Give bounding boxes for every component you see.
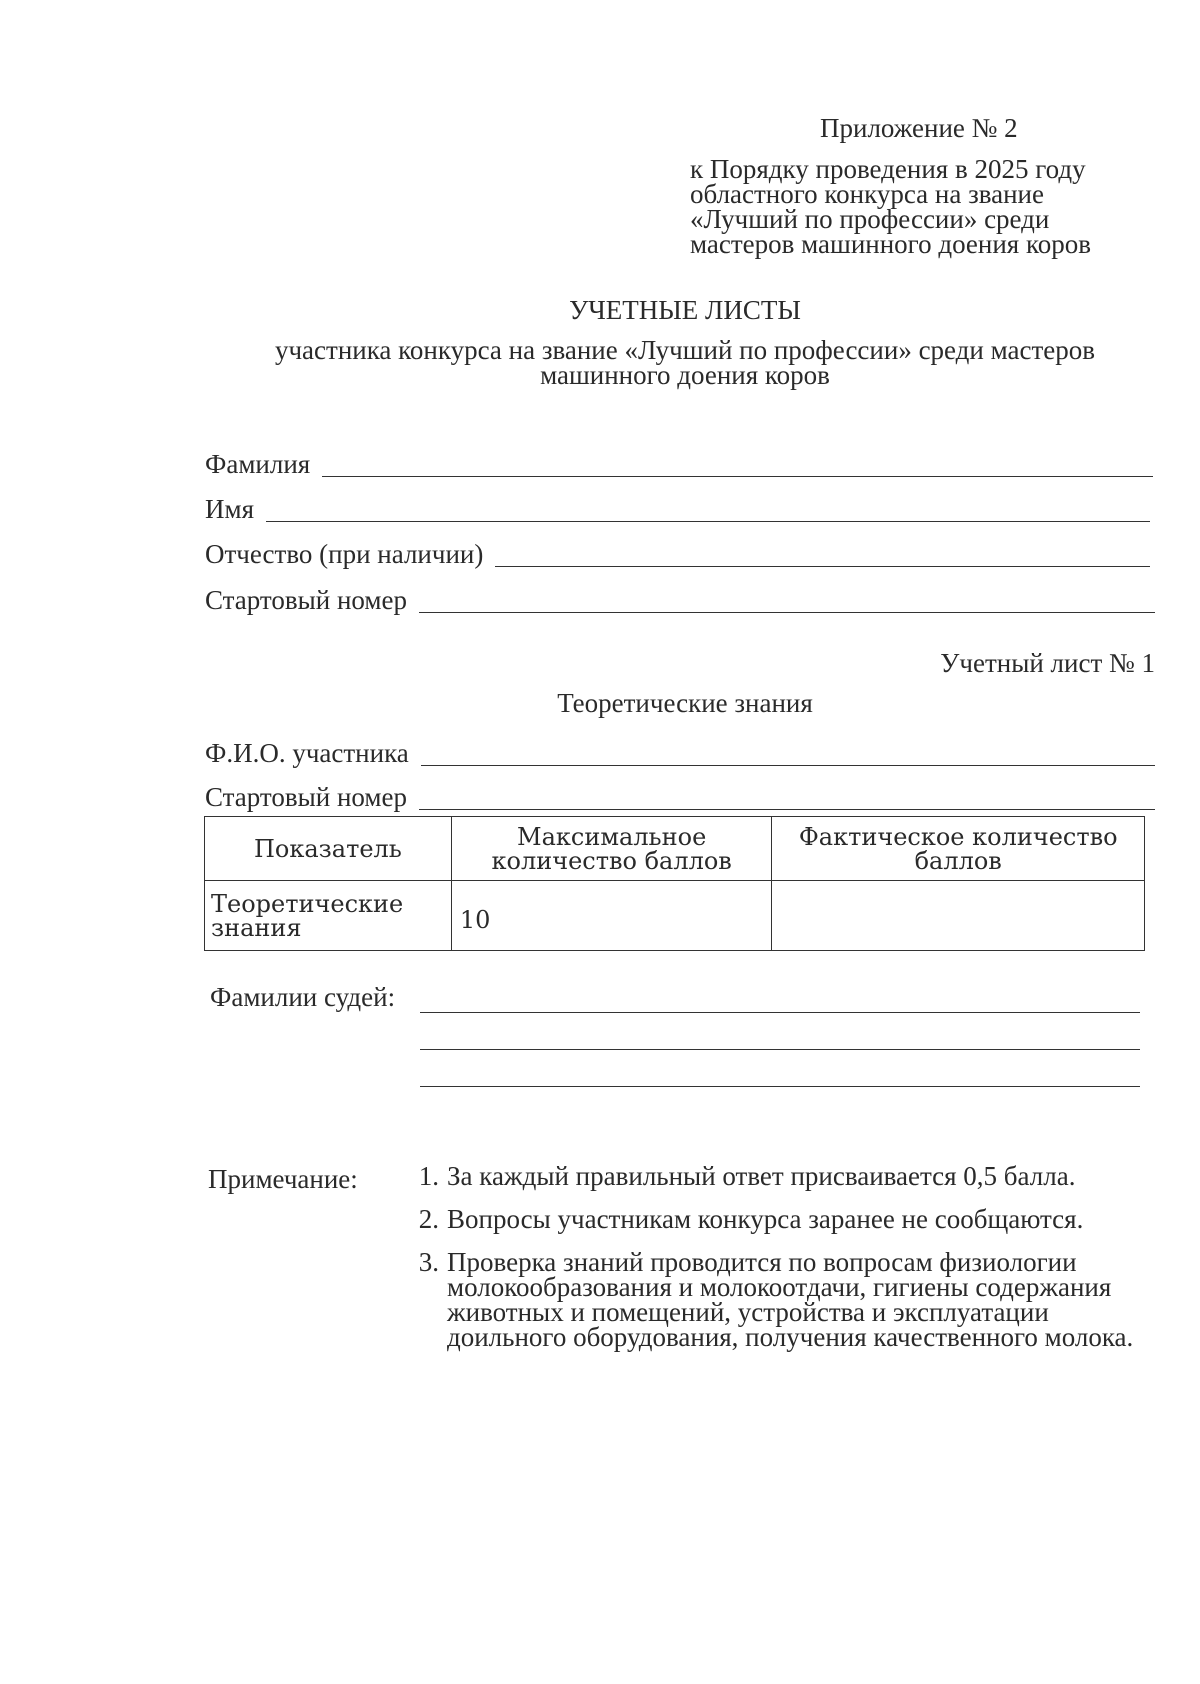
sheet-number: Учетный лист № 1 — [940, 648, 1155, 678]
sheet-start-number-field[interactable] — [205, 779, 1155, 813]
note-text: Проверка знаний проводится по вопросам физиологии молокообразования и молокоотдачи, гигиены содержания животных и помещений, устройства и эксплуатации доильного оборудования, получения качественного молока. — [447, 1247, 1134, 1352]
note-text: За каждый правильный ответ присваивается 0,5 балла. — [447, 1161, 1076, 1191]
appendix-line: мастеров машинного доения коров — [690, 229, 1091, 259]
score-table — [204, 816, 1145, 951]
patronymic-field[interactable] — [205, 536, 1150, 570]
cell-actual-points[interactable] — [772, 881, 1145, 951]
participant-fio-field[interactable] — [205, 735, 1155, 769]
name-field[interactable] — [205, 491, 1150, 525]
sheet-start-number-blank-line[interactable] — [419, 809, 1155, 810]
subtitle-line: участника конкурса на звание «Лучший по профессии» среди мастеров — [274, 335, 1096, 365]
note-item — [395, 1204, 1155, 1234]
name-label: Имя — [205, 494, 255, 524]
patronymic-blank-line[interactable] — [495, 566, 1150, 567]
notes-list — [395, 1161, 1155, 1368]
note-text: Вопросы участникам конкурса заранее не сообщаются. — [447, 1204, 1084, 1234]
document-title: УЧЕТНЫЕ ЛИСТЫ — [569, 295, 801, 325]
note-number: 1. — [418, 1161, 439, 1191]
surname-blank-line[interactable] — [322, 476, 1153, 477]
participant-fio-blank-line[interactable] — [421, 765, 1155, 766]
judge-signature-line[interactable] — [420, 1012, 1140, 1013]
appendix-title: Приложение № 2 — [820, 113, 1018, 143]
subtitle-line: машинного доения коров — [540, 360, 830, 390]
start-number-field[interactable] — [205, 582, 1155, 616]
appendix-line: областного конкурса на звание — [690, 179, 1044, 209]
header-actual-points: Фактическое количество баллов — [772, 817, 1145, 881]
start-number-blank-line[interactable] — [419, 612, 1155, 613]
judge-signature-line[interactable] — [420, 1086, 1140, 1087]
judge-signature-line[interactable] — [420, 1049, 1140, 1050]
note-item — [395, 1161, 1155, 1191]
appendix-line: «Лучший по профессии» среди — [690, 204, 1050, 234]
notes-label: Примечание: — [208, 1164, 358, 1194]
document-subtitle — [0, 335, 1200, 390]
appendix-line: к Порядку проведения в 2025 году — [690, 154, 1086, 184]
surname-label: Фамилия — [205, 449, 311, 479]
name-blank-line[interactable] — [266, 521, 1150, 522]
cell-indicator: Теоретические знания — [205, 881, 452, 951]
start-number-label: Стартовый номер — [205, 585, 407, 615]
participant-fio-label: Ф.И.О. участника — [205, 738, 409, 768]
surname-field[interactable] — [205, 446, 1153, 480]
cell-max-points: 10 — [451, 881, 772, 951]
appendix-reference — [690, 154, 1091, 259]
judges-label: Фамилии судей: — [210, 982, 396, 1012]
sheet-start-number-label: Стартовый номер — [205, 782, 407, 812]
header-indicator: Показатель — [205, 817, 452, 881]
sheet-section-title: Теоретические знания — [557, 688, 813, 718]
note-item — [395, 1247, 1155, 1352]
table-row — [205, 881, 1145, 951]
header-max-points: Максимальное количество баллов — [451, 817, 772, 881]
note-number: 2. — [418, 1204, 439, 1234]
note-number: 3. — [418, 1247, 439, 1277]
patronymic-label: Отчество (при наличии) — [205, 539, 484, 569]
table-header-row — [205, 817, 1145, 881]
